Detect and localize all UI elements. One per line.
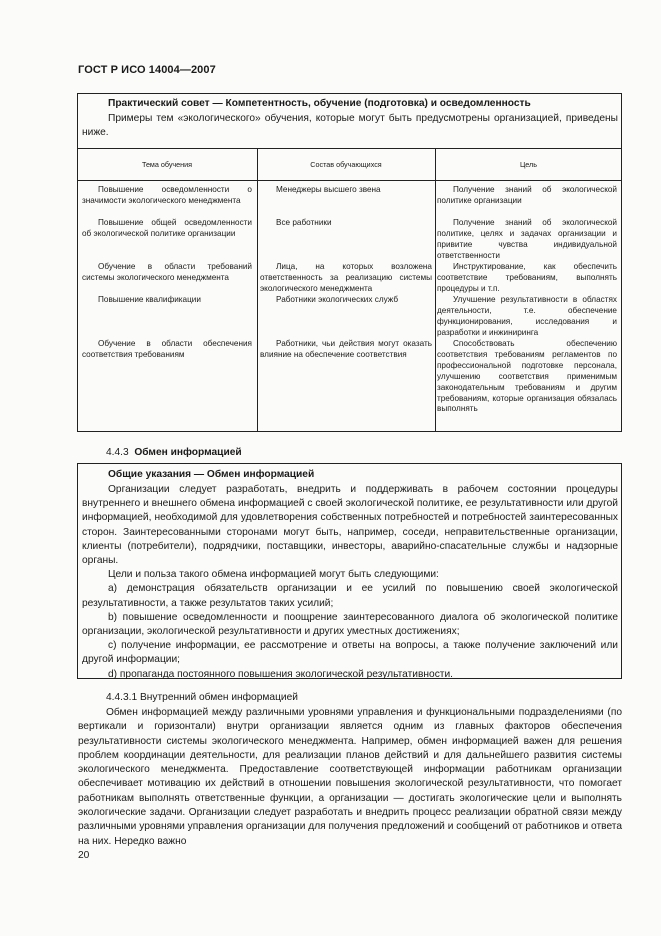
tip-box-intro: Примеры тем «экологического» обучения, которые могут быть предусмотрены организацией, приведены ниже. [82, 113, 618, 138]
general-guidance-box [77, 463, 622, 679]
table-cell-topic: Обучение в области обеспечения соответствия требованиям [82, 339, 252, 359]
table-cell-topic: Обучение в области требований системы экологического менеджмента [82, 262, 252, 282]
tip-box-title: Практический совет — Компетентность, обучение (подготовка) и осведомленность [108, 98, 531, 109]
document-header: ГОСТ Р ИСО 14004—2007 [78, 64, 216, 76]
table-header-rule [77, 180, 622, 181]
subsection-heading: 4.4.3.1 Внутренний обмен информацией [106, 692, 298, 703]
table-cell-topic: Повышение осведомленности о значимости экологического менеджмента [82, 185, 252, 205]
body-paragraph: Обмен информацией между различными уровнями управления и функциональными подразделениями (по вертикали и горизонтали) внутри организации является одним из главных факторов обеспечения результативности системы экологического менеджмента. Например, обмен информацией важен для решения проблем координации деятельности, для реализации планов действий и для дальнейшего развития системы экологического менеджмента. Предоставление соответствующей информации работникам организации обеспечивает мотивацию их действий в отношении повышения экологической результативности, что помогает работникам выполнять ответственные функции, а организации — достигать экологические цели и выполнять экологические задачи. Организации следует разработать и внедрить процесс реализации обратной связи между различными уровнями управления организации для получения предложений и сообщений от работников и ответа на них. Нередко важно [78, 707, 622, 847]
column-header-audience: Состав обучающихся [310, 160, 382, 169]
table-column-divider [257, 148, 258, 432]
guidance-box-text [82, 483, 618, 682]
guidance-paragraph: Цели и польза такого обмена информацией могут быть следующими: [108, 569, 439, 581]
table-cell-topic: Повышение квалификации [98, 295, 201, 304]
guidance-paragraph: Организации следует разработать, внедрить и поддерживать в рабочем состоянии процедуры внутреннего и внешнего обмена информацией с своей экологической политике, ее результативности или другой информацией, необходимой для удовлетворения собственных потребностей и потребностей заинтересованных сторон. Заинтересованными сторонами могут быть, например, соседи, неправительственные организации, клиенты (потребители), подрядчики, поставщики, инвесторы, аварийно-спасательные службы и надзорные органы. [82, 484, 618, 567]
guidance-list-item: a) демонстрация обязательств организации и ее усилий по повышению своей экологической результативности, а также результатов таких усилий; [82, 583, 618, 609]
table-cell-audience: Менеджеры высшего звена [276, 185, 381, 194]
column-header-topic: Тема обучения [141, 160, 193, 169]
table-cell-goal: Получение знаний об экологической политике организации [437, 185, 617, 205]
practical-tip-box [77, 93, 622, 432]
guidance-list-item: b) повышение осведомленности и поощрение заинтересованного диалога об экологической политике организации, экологической результативности и других уместных достижениях; [82, 611, 618, 638]
table-column-divider [435, 148, 436, 432]
training-table [77, 148, 622, 432]
table-cell-goal: Способствовать обеспечению соответствия требованиям регламентов по профессиональной подготовке персонала, улучшению соответствия применимым законодательным требованиям и другим требованиям, которые организация обязалась выполнять [437, 339, 617, 414]
section-title: Обмен информацией [134, 447, 242, 458]
table-cell-topic: Повышение общей осведомленности об экологической политике организации [82, 218, 252, 238]
guidance-list-item: c) получение информации, ее рассмотрение и ответы на вопросы, а также получение заключений или другой информации; [82, 640, 618, 666]
table-cell-audience: Лица, на которых возложена ответственность за реализацию системы экологического менеджмента [260, 262, 432, 293]
page-number: 20 [78, 850, 90, 861]
table-cell-audience: Работники, чьи действия могут оказать влияние на обеспечение соответствия [260, 339, 432, 359]
section-number: 4.4.3 [106, 447, 129, 458]
guidance-box-title: Общие указания — Обмен информацией [108, 469, 315, 480]
guidance-list-item: d) пропаганда постоянного повышения экологической результативности. [108, 668, 453, 680]
table-cell-goal: Улучшение результативности в областях деятельности, т.е. обеспечение функционирования, исследования и разработки и инжиниринга [437, 295, 617, 337]
table-cell-audience: Все работники [276, 218, 332, 227]
column-header-goal: Цель [519, 160, 537, 169]
table-top-rule [77, 148, 622, 149]
table-cell-goal: Получение знаний об экологической политике, целях и задачах организации и привитие чувства индивидуальной ответственности [437, 218, 617, 260]
section-heading [106, 447, 242, 458]
table-cell-goal: Инструктирование, как обеспечить соответствие требованиям, выполнять процедуры и т.п. [437, 262, 617, 293]
table-cell-audience: Работники экологических служб [276, 295, 399, 304]
